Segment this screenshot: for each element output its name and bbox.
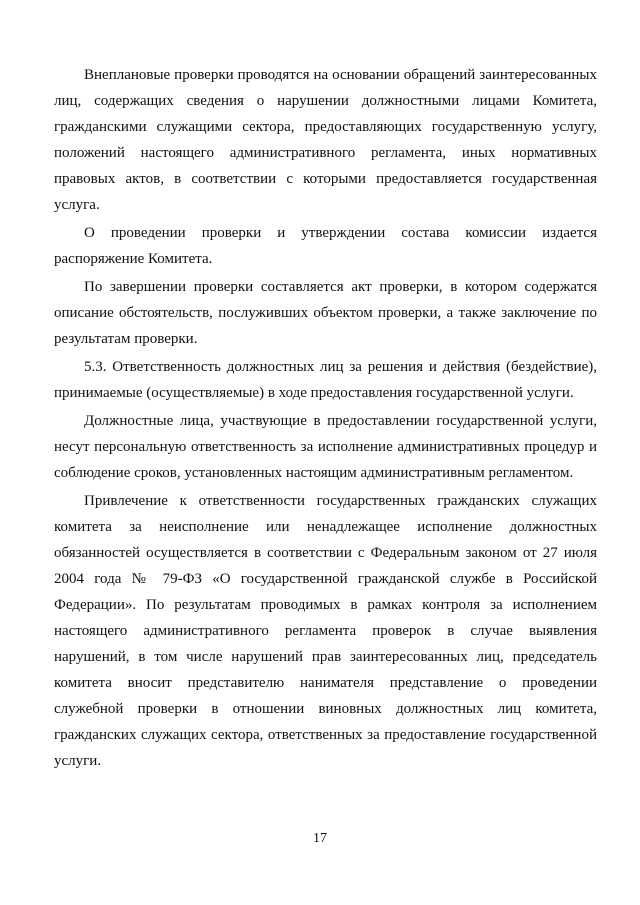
paragraph-unscheduled-inspections: Внеплановые проверки проводятся на основании обращений заинтересованных лиц, содержащих сведения о нарушении должностными лицами Комитета, гражданскими служащими сектора, предоставляющих государственную услугу, положений настоящего административного регламента, иных нормативных правовых актов, в соответствии с которыми предоставляется государственная услуга. (54, 67, 597, 213)
paragraph-inspection-order: О проведении проверки и утверждении состава комиссии издается распоряжение Комитета. (54, 225, 597, 267)
paragraph-inspection-act: По завершении проверки составляется акт проверки, в котором содержатся описание обстоятельств, послуживших объектом проверки, а также заключение по результатам проверки. (54, 279, 597, 347)
page-number: 17 (313, 831, 327, 846)
paragraph-liability: Привлечение к ответственности государственных гражданских служащих комитета за неисполнение или ненадлежащее исполнение должностных обязанностей осуществляется в соответствии с Федеральным законом от 27 июля 2004 года № 79-ФЗ «О государственной гражданской службе в Российской Федерации». По результатам проводимых в рамках контроля за исполнением настоящего административного регламента проверок в случае выявления нарушений, в том числе нарушений прав заинтересованных лиц, председатель комитета вносит представителю нанимателя представление о проведении служебной проверки в отношении виновных должностных лиц комитета, гражданских служащих сектора, ответственных за предоставление государственной услуги. (54, 493, 597, 769)
paragraph-personal-responsibility: Должностные лица, участвующие в предоставлении государственной услуги, несут персональную ответственность за исполнение административных процедур и соблюдение сроков, установленных настоящим административным регламентом. (54, 413, 597, 481)
section-heading-5-3: 5.3. Ответственность должностных лиц за решения и действия (бездействие), принимаемые (осуществляемые) в ходе предоставления государственной услуги. (54, 359, 597, 401)
document-page (54, 62, 597, 776)
